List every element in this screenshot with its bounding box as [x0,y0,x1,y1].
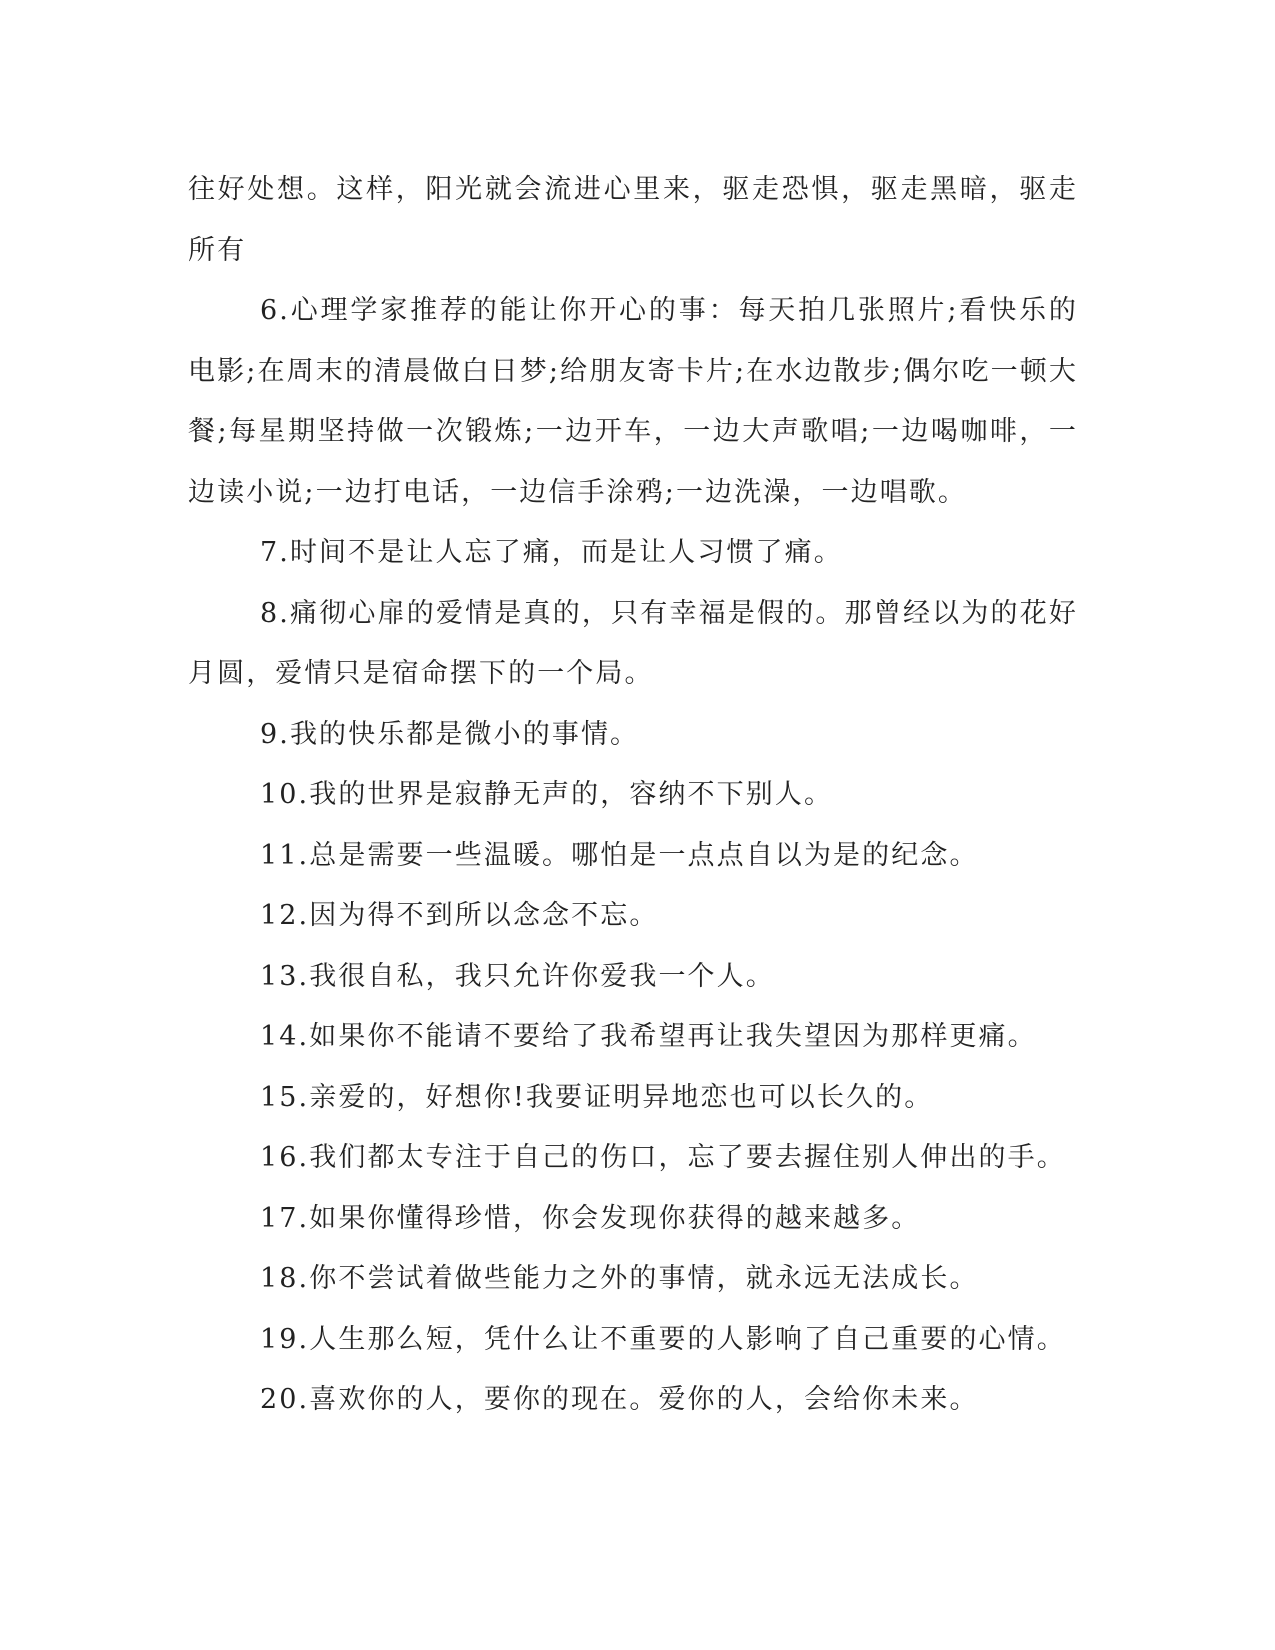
paragraph-item-7: 7.时间不是让人忘了痛，而是让人习惯了痛。 [260,537,843,568]
paragraph-item-17: 17.如果你懂得珍惜，你会发现你获得的越来越多。 [260,1202,921,1234]
paragraph-item-20: 20.喜欢你的人，要你的现在。爱你的人，会给你未来。 [260,1384,979,1415]
paragraph-item-15: 15.亲爱的，好想你!我要证明异地恋也可以长久的。 [260,1081,934,1113]
document-body [188,160,1078,1431]
paragraph-item-13: 13.我很自私，我只允许你爱我一个人。 [260,960,775,992]
paragraph-item-8: 8.痛彻心扉的爱情是真的，只有幸福是假的。那曾经以为的花好月圆，爱情只是宿命摆下的一个局。 [188,597,1078,689]
paragraph-item-6: 6.心理学家推荐的能让你开心的事：每天拍几张照片;看快乐的电影;在周末的清晨做白日梦;给朋友寄卡片;在水边散步;偶尔吃一顿大餐;每星期坚持做一次锻炼;一边开车，一边大声歌唱;一边喝咖啡，一边读小说;一边打电话，一边信手涂鸦;一边洗澡，一边唱歌。 [188,295,1078,508]
paragraph-item-9: 9.我的快乐都是微小的事情。 [260,718,640,750]
paragraph-item-16: 16.我们都太专注于自己的伤口，忘了要去握住别人伸出的手。 [260,1142,1066,1173]
paragraph-item-18: 18.你不尝试着做些能力之外的事情，就永远无法成长。 [260,1263,979,1294]
paragraph-item-14: 14.如果你不能请不要给了我希望再让我失望因为那样更痛。 [260,1021,1037,1052]
paragraph-continuation: 往好处想。这样，阳光就会流进心里来，驱走恐惧，驱走黑暗，驱走所有 [188,174,1078,266]
paragraph-item-10: 10.我的世界是寂静无声的，容纳不下别人。 [260,779,834,810]
paragraph-item-19: 19.人生那么短，凭什么让不重要的人影响了自己重要的心情。 [260,1323,1066,1355]
paragraph-item-12: 12.因为得不到所以念念不忘。 [260,900,659,931]
paragraph-item-11: 11.总是需要一些温暖。哪怕是一点点自以为是的纪念。 [260,839,979,871]
